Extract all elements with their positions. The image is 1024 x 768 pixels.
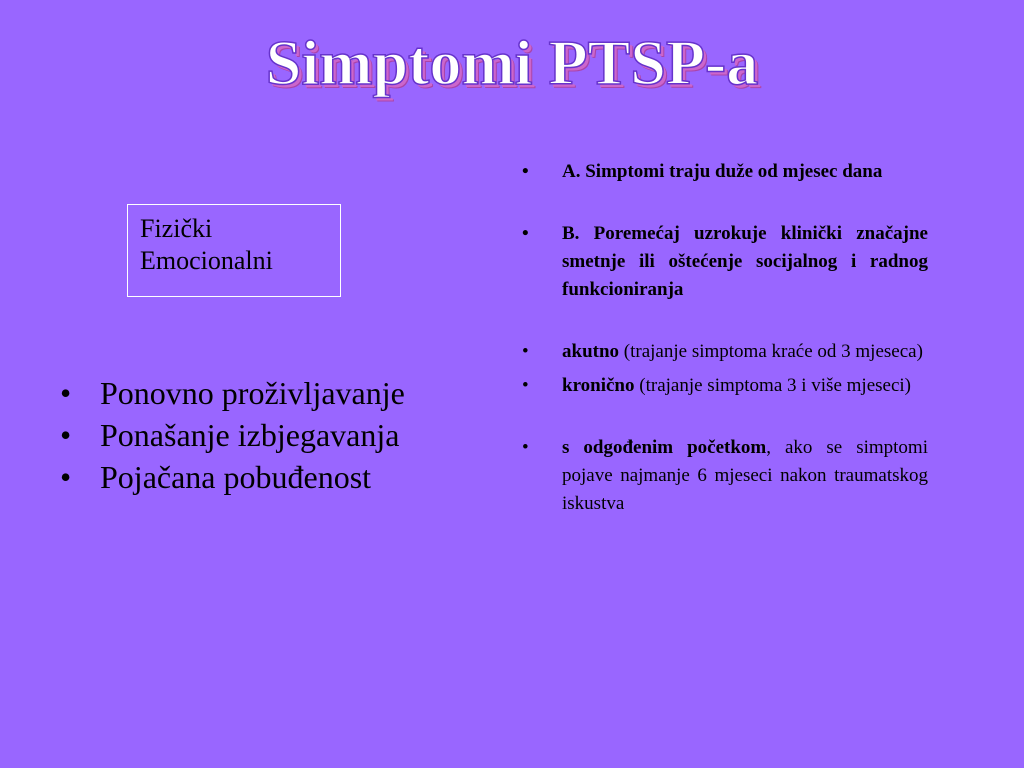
criterion-b-text: B. Poremećaj uzrokuje klinički značajne smetnje ili oštećenje socijalnog i radnog funkcioniranja xyxy=(562,223,928,300)
bullet-icon: • xyxy=(522,437,529,458)
subtype-acute xyxy=(520,338,928,366)
subtype-chronic-description: (trajanje simptoma 3 i više mjeseci) xyxy=(634,375,911,396)
subtype-delayed-description: , ako se simptomi pojave najmanje 6 mjeseci nakon traumatskog iskustva xyxy=(562,437,928,514)
criterion-a-text: A. Simptomi traju duže od mjesec dana xyxy=(562,161,883,182)
box-line-emotional: Emocionalni xyxy=(140,246,273,275)
diagnostic-criteria-list xyxy=(520,158,928,518)
subtype-chronic-term: kronično xyxy=(562,375,635,396)
bullet-icon: • xyxy=(522,375,529,396)
subtype-acute-description: (trajanje simptoma kraće od 3 mjeseca) xyxy=(619,341,923,362)
bullet-icon: • xyxy=(60,417,72,453)
subtype-acute-term: akutno xyxy=(562,341,620,362)
subtype-delayed xyxy=(520,434,928,518)
bullet-icon: • xyxy=(60,459,72,495)
bullet-icon: • xyxy=(522,341,529,362)
list-item xyxy=(60,375,460,411)
symptom-cluster-list xyxy=(60,375,460,501)
bullet-icon: • xyxy=(522,223,529,244)
subtype-delayed-term: s odgođenim početkom xyxy=(562,437,767,458)
list-item-text: Ponovno proživljavanje xyxy=(100,375,405,411)
criterion-a xyxy=(520,158,928,186)
list-item-text: Pojačana pobuđenost xyxy=(100,459,372,495)
list-item xyxy=(60,417,460,453)
box-line-physical: Fizički xyxy=(140,214,213,243)
slide-title: Simptomi PTSP-a xyxy=(265,27,759,98)
bullet-icon: • xyxy=(60,375,72,411)
list-item xyxy=(60,459,460,495)
symptom-type-box xyxy=(127,204,341,297)
bullet-icon: • xyxy=(522,161,529,182)
subtype-chronic xyxy=(520,372,928,400)
list-item-text: Ponašanje izbjegavanja xyxy=(100,417,400,453)
criterion-b xyxy=(520,220,928,304)
